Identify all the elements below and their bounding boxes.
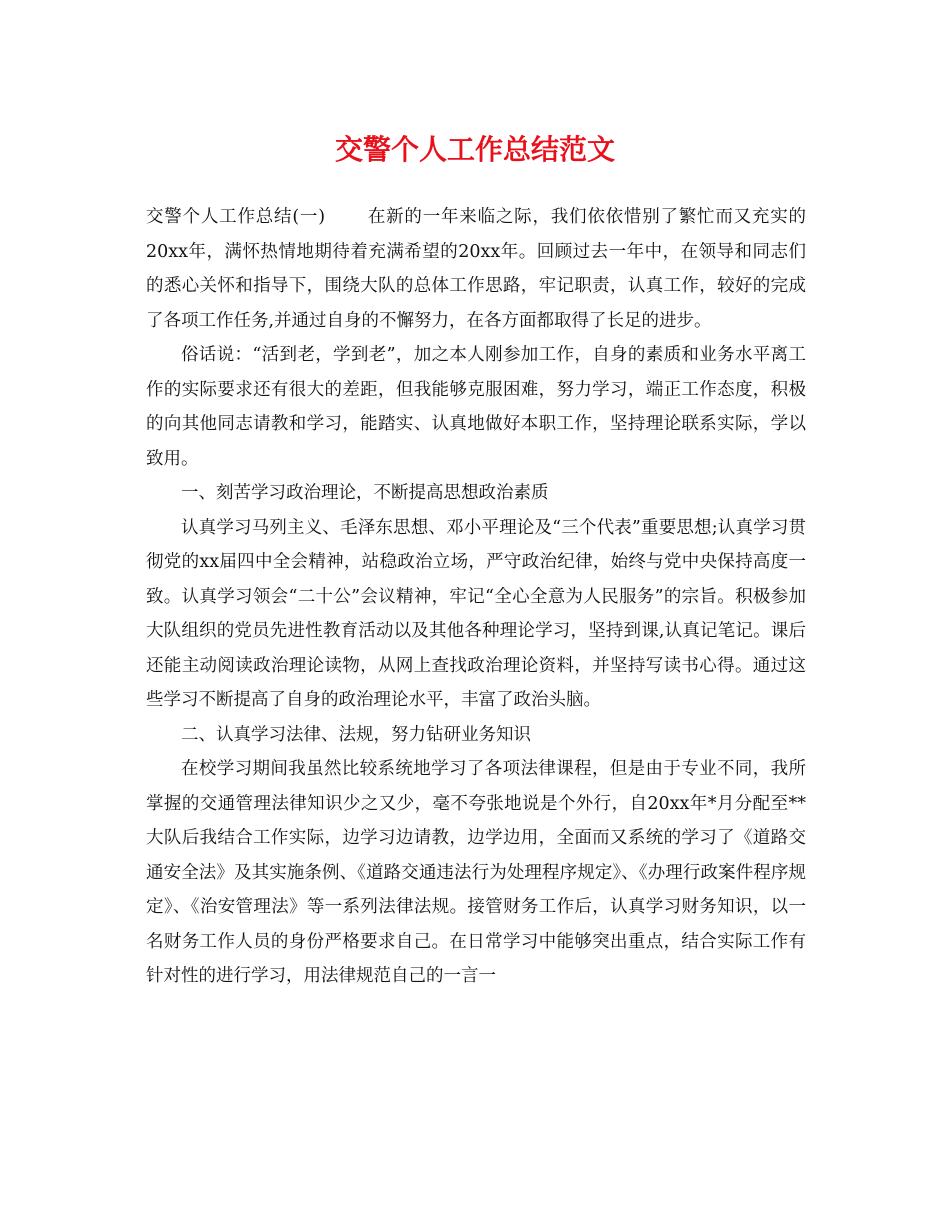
paragraph-politics: 认真学习马列主义、毛泽东思想、邓小平理论及“三个代表”重要思想;认真学习贯彻党的xx届四中全会精神，站稳政治立场，严守政治纪律，始终与党中央保持高度一致。认真学习领会“二十公”会议精神，牢记“全心全意为人民服务”的宗旨。积极参加大队组织的党员先进性教育活动以及其他各种理论学习，坚持到课,认真记笔记。课后还能主动阅读政治理论读物，从网上查找政治理论资料，并坚持写读书心得。通过这些学习不断提高了自身的政治理论水平，丰富了政治头脑。 xyxy=(146,517,806,710)
section-heading-one: 交警个人工作总结(一) xyxy=(146,207,326,227)
section-heading-politics: 一、刻苦学习政治理论，不断提高思想政治素质 xyxy=(181,483,549,503)
section-heading-law: 二、认真学习法律、法规，努力钻研业务知识 xyxy=(181,724,531,745)
paragraph-learning: 俗话说：“活到老，学到老”，加之本人刚参加工作，自身的素质和业务水平离工作的实际要求还有很大的差距，但我能够克服困难，努力学习，端正工作态度，积极的向其他同志请教和学习，能踏实、认真地做好本职工作，坚持理论联系实际，学以致用。 xyxy=(146,345,806,469)
paragraph-law: 在校学习期间我虽然比较系统地学习了各项法律课程，但是由于专业不同，我所掌握的交通管理法律知识少之又少，毫不夸张地说是个外行，自20xx年*月分配至**大队后我结合工作实际，边学习边请教，边学边用，全面而又系统的学习了《道路交通安全法》及其实施条例、《道路交通违法行为处理程序规定》、《办理行政案件程序规定》、《治安管理法》等一系列法律法规。接管财务工作后，认真学习财务知识，以一名财务工作人员的身份严格要求自己。在日常学习中能够突出重点，结合实际工作有针对性的进行学习，用法律规范自己的一言一 xyxy=(146,759,806,986)
document-title: 交警个人工作总结范文 xyxy=(334,133,615,166)
paragraph-intro-text: 在新的一年来临之际，我们依依惜别了繁忙而又充实的20xx年，满怀热情地期待着充满希望的20xx年。回顾过去一年中，在领导和同志们的悉心关怀和指导下，围绕大队的总体工作思路，牢记职责，认真工作，较好的完成了各项工作任务,并通过自身的不懈努力，在各方面都取得了长足的进步。 xyxy=(146,207,807,331)
paragraph-intro xyxy=(146,200,806,338)
document-body xyxy=(146,200,806,994)
